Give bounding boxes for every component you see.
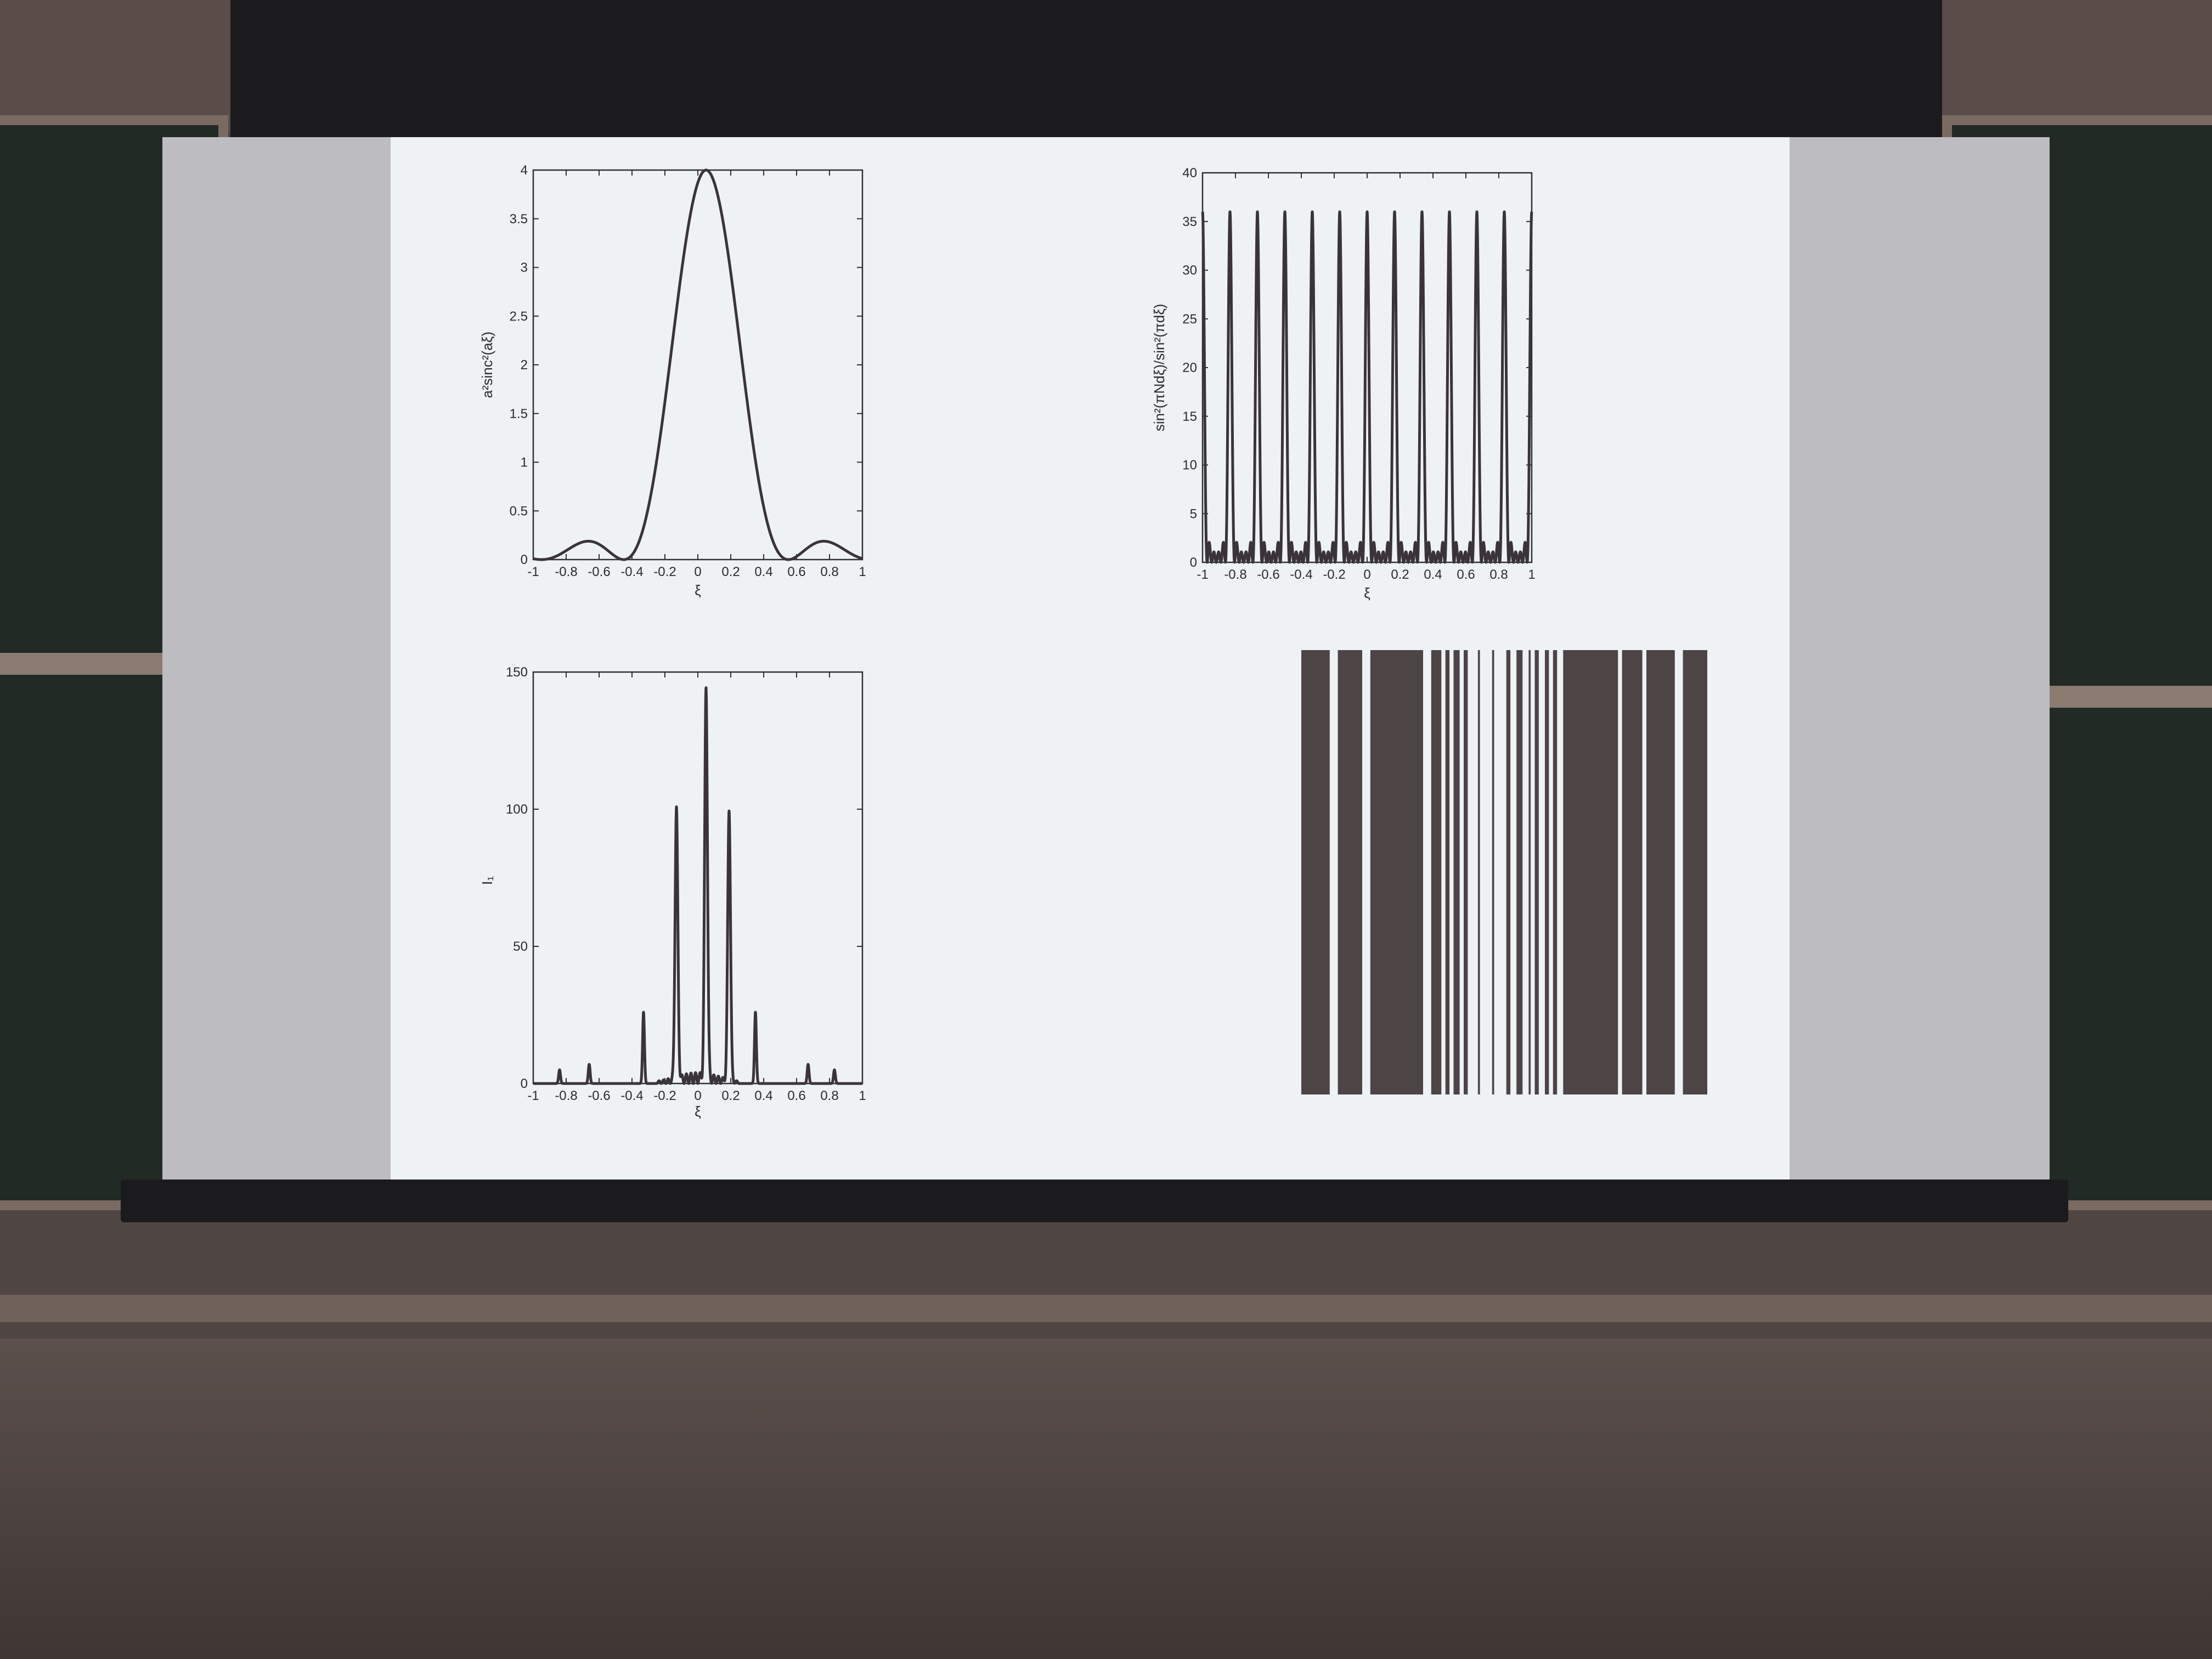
chart-grating (1142, 162, 1559, 601)
x-tick-label: 1 (859, 1088, 866, 1103)
x-tick-label: -0.2 (653, 1088, 676, 1103)
y-tick-label: 2.5 (509, 309, 528, 324)
x-tick-label: 0.6 (1457, 567, 1475, 582)
fringe-stripe (1516, 650, 1522, 1094)
x-tick-label: 0.6 (787, 1088, 806, 1103)
fringe-stripe (1478, 650, 1480, 1094)
wall-bottom (0, 1339, 2212, 1659)
y-tick-label: 0 (520, 552, 528, 567)
fringe-stripe (1535, 650, 1539, 1094)
y-tick-label: 5 (1189, 506, 1197, 522)
fringe-stripe (1563, 650, 1618, 1094)
x-tick-label: 0.6 (787, 565, 806, 579)
chart-sinc (462, 159, 879, 599)
x-tick-label: -0.6 (1257, 567, 1280, 582)
y-tick-label: 3.5 (509, 211, 528, 227)
y-tick-label: 10 (1182, 458, 1197, 473)
y-tick-label: 1 (520, 455, 528, 470)
y-tick-label: 50 (513, 939, 528, 954)
slide (391, 137, 1790, 1180)
plot-frame (533, 170, 862, 560)
x-tick-label: 0.2 (721, 1088, 740, 1103)
y-tick-label: 100 (505, 802, 528, 817)
x-tick-label: 0.8 (820, 565, 839, 579)
fringe-stripe (1528, 650, 1531, 1094)
y-tick-label: 40 (1182, 166, 1197, 180)
ylabel: sin²(πNdξ)/sin²(πdξ) (1151, 303, 1167, 432)
fringe-stripe (1446, 650, 1449, 1094)
x-tick-label: -0.4 (620, 1088, 644, 1103)
x-tick-label: 0.8 (820, 1088, 839, 1103)
x-tick-label: -0.8 (555, 565, 578, 579)
x-tick-label: -1 (527, 1088, 539, 1103)
x-tick-label: -0.2 (1323, 567, 1346, 582)
y-tick-label: 150 (505, 665, 528, 680)
x-tick-label: -0.8 (1224, 567, 1247, 582)
fringe-stripe (1506, 650, 1510, 1094)
xlabel: ξ (1364, 585, 1370, 601)
x-tick-label: -0.6 (588, 1088, 611, 1103)
ylabel: a²sinc²(aξ) (479, 331, 495, 398)
fringe-stripe (1622, 650, 1643, 1094)
x-tick-label: 0.4 (754, 1088, 773, 1103)
y-tick-label: 20 (1182, 360, 1197, 375)
grating-curve (1203, 212, 1532, 562)
xlabel: ξ (695, 582, 701, 599)
fringe-stripe (1553, 650, 1557, 1094)
fringe-stripe (1545, 650, 1549, 1094)
chart-intensity (462, 661, 879, 1120)
x-tick-label: -0.8 (555, 1088, 578, 1103)
y-tick-label: 1.5 (509, 406, 528, 421)
fringe-stripe (1431, 650, 1442, 1094)
y-tick-label: 25 (1182, 312, 1197, 327)
fringe-stripe (1454, 650, 1460, 1094)
intensity-curve (533, 688, 862, 1084)
fringe-stripe (1646, 650, 1675, 1094)
ylabel: I₁ (479, 876, 495, 885)
x-tick-label: 0 (694, 1088, 702, 1103)
x-tick-label: -0.4 (620, 565, 644, 579)
y-tick-label: 0 (520, 1076, 528, 1091)
screen-bottom-bar (121, 1180, 2068, 1222)
x-tick-label: -0.4 (1290, 567, 1313, 582)
x-tick-label: -0.6 (588, 565, 611, 579)
y-tick-label: 35 (1182, 214, 1197, 229)
fringe-stripe (1683, 650, 1707, 1094)
screen-housing (230, 0, 1942, 143)
chalk-tray (0, 1295, 2212, 1322)
y-tick-label: 0.5 (509, 504, 528, 519)
x-tick-label: 0.8 (1489, 567, 1508, 582)
projection-screen (162, 137, 2050, 1180)
x-tick-label: 0.2 (1391, 567, 1409, 582)
sinc-curve (533, 170, 862, 560)
chart-pattern (1301, 650, 1718, 1100)
chalk-ledge-left (0, 653, 176, 675)
fringe-stripe (1301, 650, 1330, 1094)
x-tick-label: 0.4 (754, 565, 773, 579)
fringe-stripe (1338, 650, 1362, 1094)
plot-frame (533, 672, 862, 1084)
y-tick-label: 3 (520, 260, 528, 275)
x-tick-label: 1 (859, 565, 866, 579)
fringe-stripe (1370, 650, 1423, 1094)
y-tick-label: 0 (1189, 555, 1197, 570)
x-tick-label: -1 (1197, 567, 1209, 582)
y-tick-label: 4 (520, 163, 528, 178)
fringe-stripe (1464, 650, 1468, 1094)
x-tick-label: 0.2 (721, 565, 740, 579)
xlabel: ξ (695, 1103, 701, 1120)
y-tick-label: 30 (1182, 263, 1197, 278)
x-tick-label: 0 (1363, 567, 1371, 582)
x-tick-label: 0.4 (1424, 567, 1442, 582)
x-tick-label: 1 (1528, 567, 1536, 582)
y-tick-label: 15 (1182, 409, 1197, 424)
x-tick-label: -1 (527, 565, 539, 579)
y-tick-label: 2 (520, 358, 528, 373)
fringe-stripe (1492, 650, 1494, 1094)
x-tick-label: 0 (694, 565, 702, 579)
x-tick-label: -0.2 (653, 565, 676, 579)
